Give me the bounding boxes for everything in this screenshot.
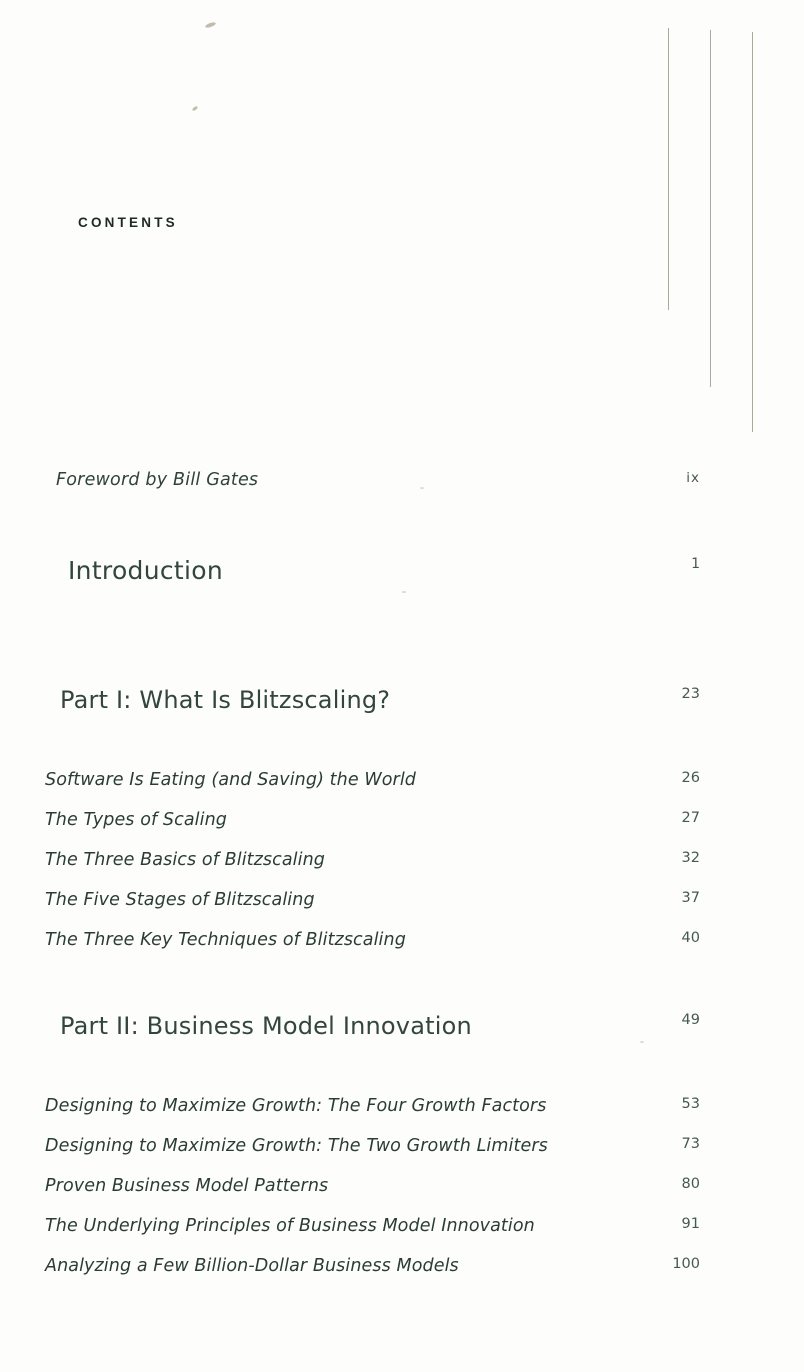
scan-speck (205, 21, 217, 29)
toc-entry-foreword (0, 470, 804, 514)
toc-entry-chapter (0, 770, 804, 810)
toc-entry-page-number: 73 (681, 1136, 700, 1152)
toc-entry-title: The Five Stages of Blitzscaling (45, 890, 315, 910)
toc-entry-chapter (0, 810, 804, 850)
toc-entry-intro (0, 556, 804, 644)
toc-entry-chapter (0, 930, 804, 970)
toc-entry-page-number: 26 (681, 770, 700, 786)
section-gap (0, 644, 804, 686)
scan-artifact-line (752, 32, 753, 432)
toc-entry-chapter (0, 1136, 804, 1176)
toc-entry-title: Designing to Maximize Growth: The Four Growth Factors (45, 1096, 547, 1116)
scan-speck (192, 106, 199, 112)
table-of-contents (0, 470, 804, 1296)
section-gap (0, 1068, 804, 1096)
toc-entry-page-number: 23 (681, 686, 700, 702)
toc-entry-title: Introduction (68, 556, 223, 585)
toc-entry-page-number: 27 (681, 810, 700, 826)
toc-entry-page-number: 1 (691, 556, 700, 572)
section-gap (0, 742, 804, 770)
toc-entry-title: The Three Key Techniques of Blitzscaling (45, 930, 406, 950)
toc-entry-page-number: 100 (672, 1256, 700, 1272)
toc-entry-chapter (0, 1176, 804, 1216)
toc-entry-page-number: 91 (681, 1216, 700, 1232)
toc-entry-title: The Three Basics of Blitzscaling (45, 850, 325, 870)
toc-entry-page-number: 32 (681, 850, 700, 866)
toc-entry-title: Analyzing a Few Billion-Dollar Business Models (45, 1256, 459, 1276)
toc-entry-part (0, 686, 804, 742)
toc-entry-chapter (0, 1096, 804, 1136)
scan-artifact-line (710, 30, 711, 387)
toc-entry-page-number: 49 (681, 1012, 700, 1028)
toc-entry-page-number: 53 (681, 1096, 700, 1112)
toc-entry-chapter (0, 1256, 804, 1296)
toc-entry-title: Part II: Business Model Innovation (60, 1012, 472, 1040)
toc-entry-title: Designing to Maximize Growth: The Two Growth Limiters (45, 1136, 548, 1156)
scan-artifact-line (668, 28, 669, 310)
toc-entry-title: Proven Business Model Patterns (45, 1176, 329, 1196)
section-gap (0, 514, 804, 556)
toc-entry-page-number: 40 (681, 930, 700, 946)
section-gap (0, 970, 804, 1012)
toc-entry-page-number: ix (686, 470, 700, 486)
page-title: CONTENTS (78, 215, 178, 230)
toc-entry-page-number: 80 (681, 1176, 700, 1192)
toc-entry-title: Part I: What Is Blitzscaling? (60, 686, 391, 714)
toc-entry-chapter (0, 1216, 804, 1256)
toc-entry-title: The Underlying Principles of Business Model Innovation (45, 1216, 535, 1236)
toc-entry-page-number: 37 (681, 890, 700, 906)
toc-entry-title: Foreword by Bill Gates (56, 470, 259, 490)
toc-entry-chapter (0, 890, 804, 930)
toc-entry-title: Software Is Eating (and Saving) the World (45, 770, 417, 790)
toc-entry-part (0, 1012, 804, 1068)
toc-entry-chapter (0, 850, 804, 890)
toc-entry-title: The Types of Scaling (45, 810, 227, 830)
